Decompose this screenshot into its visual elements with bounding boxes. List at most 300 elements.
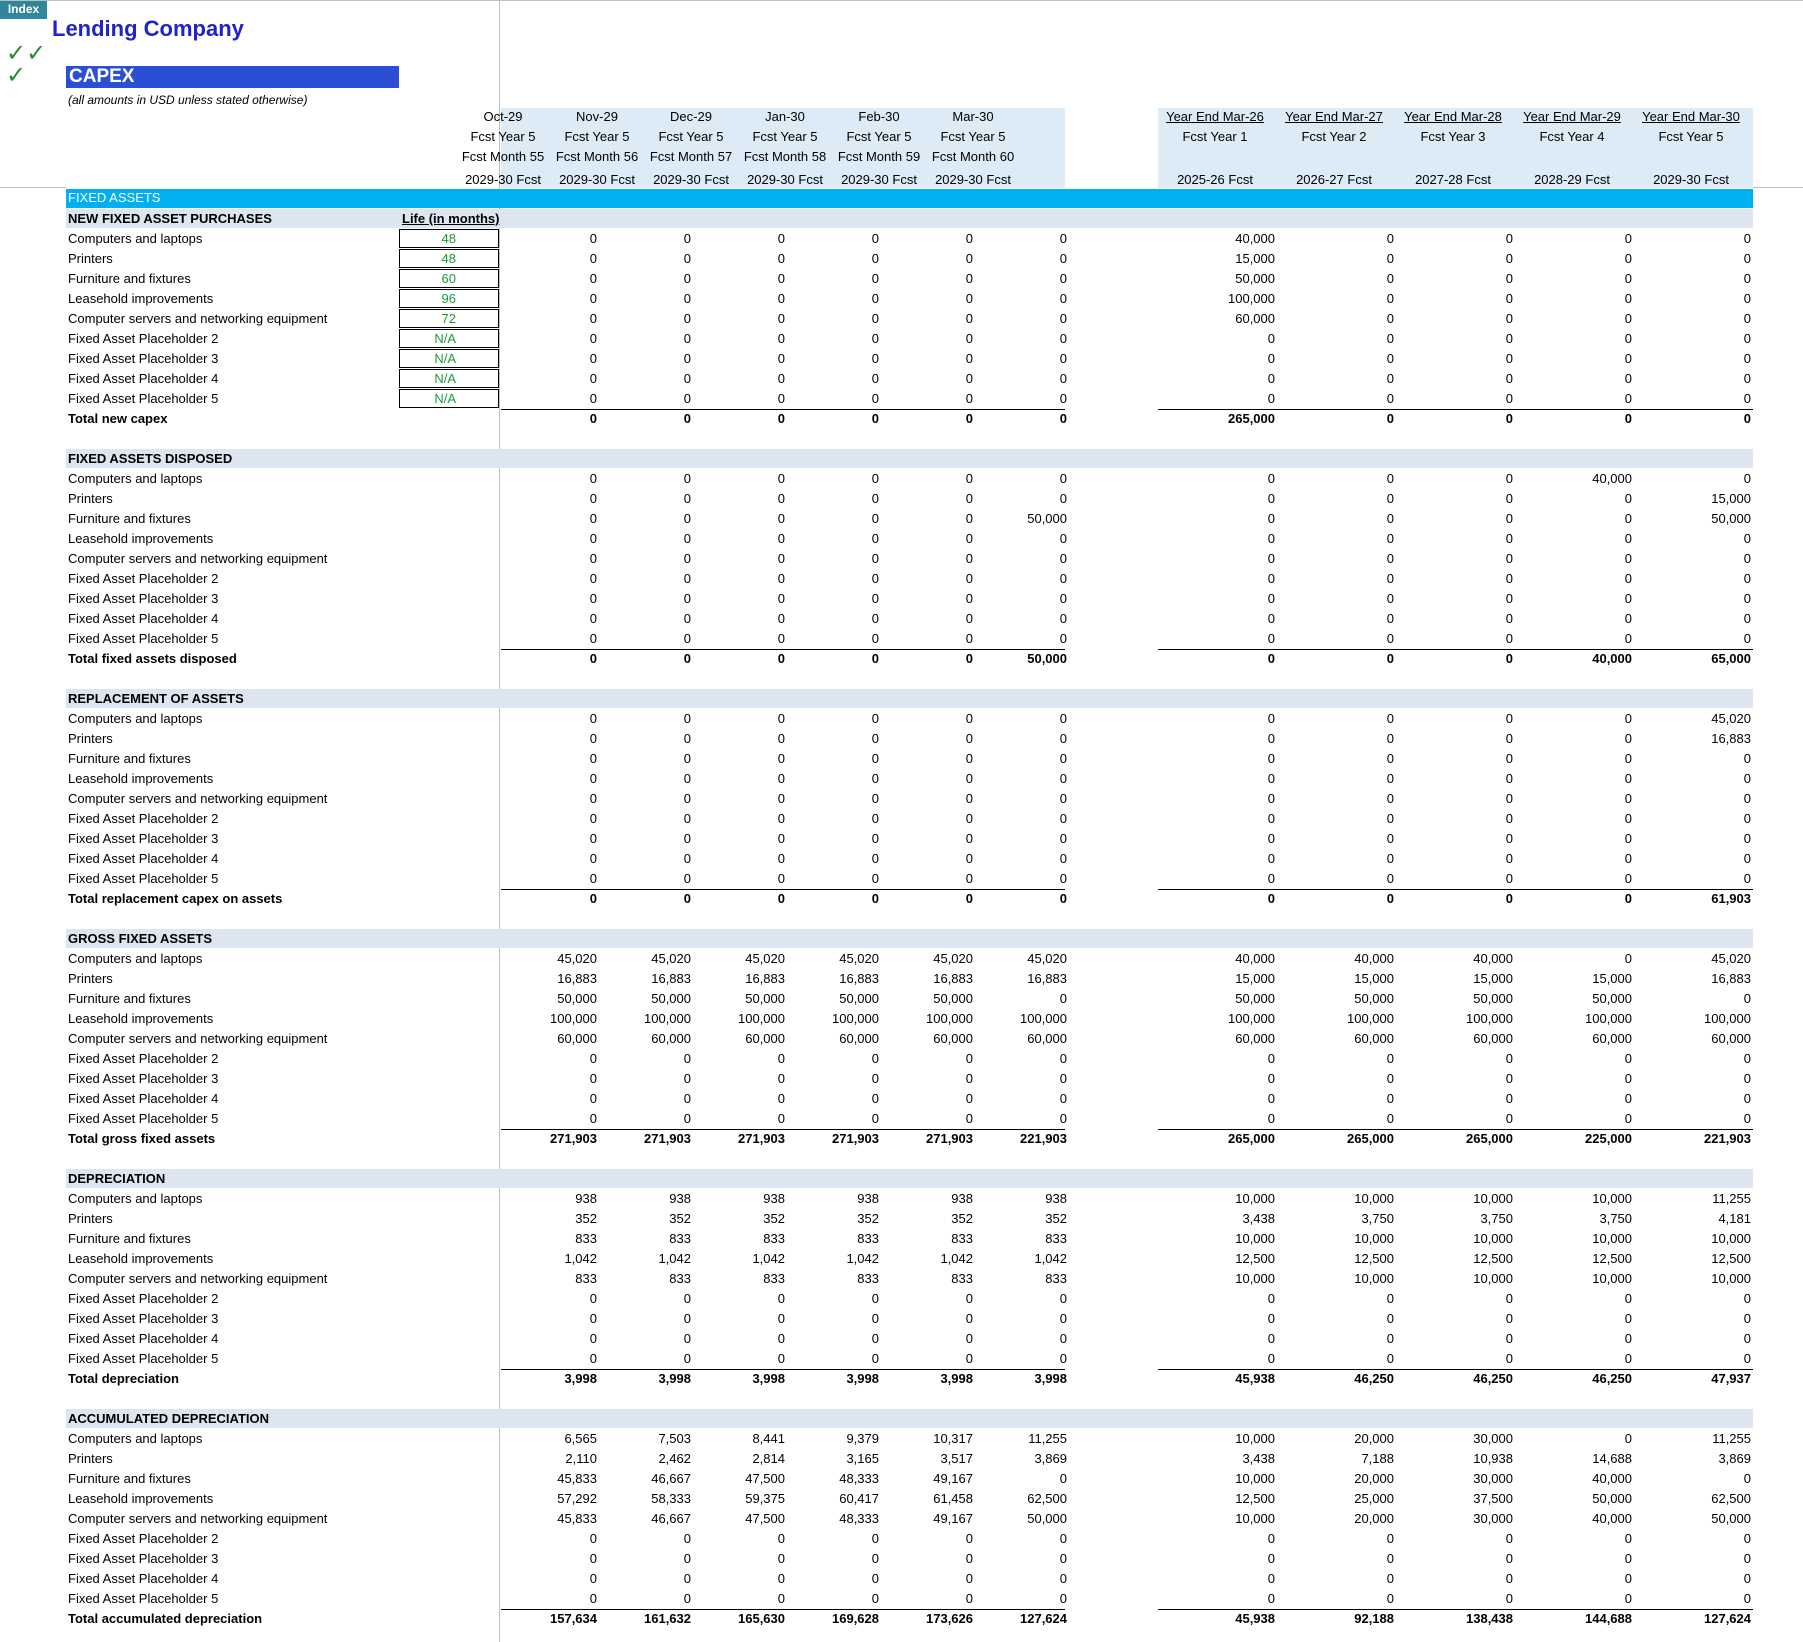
cell-value: 40,000 — [1235, 951, 1275, 966]
cell-value: 0 — [1059, 371, 1067, 386]
cell-value: 59,375 — [745, 1491, 785, 1506]
cell-value: 10,000 — [1354, 1191, 1394, 1206]
cell-value: 0 — [871, 1111, 879, 1126]
cell-value: 0 — [683, 571, 691, 586]
total-value: 0 — [871, 651, 879, 666]
cell-value: 0 — [1059, 1351, 1067, 1366]
cell-value: 0 — [965, 551, 973, 566]
cell-value: 833 — [857, 1271, 879, 1286]
cell-value: 0 — [965, 1071, 973, 1086]
cell-value: 0 — [965, 491, 973, 506]
header-fm: Fcst Month 55 — [461, 149, 545, 164]
header-fcst-year: Fcst Year 4 — [1539, 129, 1605, 144]
cell-value: 0 — [1267, 831, 1275, 846]
cell-value: 0 — [777, 271, 785, 286]
life-input[interactable]: 60 — [399, 269, 499, 288]
cell-value: 0 — [1505, 351, 1513, 366]
cell-value: 0 — [1059, 351, 1067, 366]
cell-value: 938 — [763, 1191, 785, 1206]
cell-value: 0 — [777, 371, 785, 386]
cell-value: 0 — [1059, 1331, 1067, 1346]
cell-value: 0 — [1059, 811, 1067, 826]
total-value: 265,000 — [1466, 1131, 1513, 1146]
section-title: NEW FIXED ASSET PURCHASES — [68, 211, 272, 226]
cell-value: 100,000 — [926, 1011, 973, 1026]
cell-value: 0 — [1624, 351, 1632, 366]
cell-value: 0 — [1059, 851, 1067, 866]
total-value: 0 — [1386, 891, 1394, 906]
cell-value: 50,000 — [1711, 1511, 1751, 1526]
cell-value: 0 — [1505, 611, 1513, 626]
total-value: 0 — [683, 891, 691, 906]
cell-value: 0 — [965, 511, 973, 526]
cell-value: 0 — [683, 591, 691, 606]
cell-value: 12,500 — [1235, 1491, 1275, 1506]
row-label: Printers — [68, 251, 113, 266]
cell-value: 0 — [777, 591, 785, 606]
cell-value: 0 — [1743, 531, 1751, 546]
cell-value: 0 — [871, 631, 879, 646]
cell-value: 0 — [871, 231, 879, 246]
cell-value: 0 — [1505, 1091, 1513, 1106]
total-value: 0 — [683, 411, 691, 426]
cell-value: 0 — [589, 751, 597, 766]
cell-value: 47,500 — [745, 1471, 785, 1486]
cell-value: 0 — [1267, 731, 1275, 746]
cell-value: 0 — [965, 1311, 973, 1326]
cell-value: 0 — [589, 271, 597, 286]
cell-value: 0 — [683, 491, 691, 506]
row-label: Printers — [68, 1211, 113, 1226]
cell-value: 50,000 — [1473, 991, 1513, 1006]
cell-value: 833 — [575, 1231, 597, 1246]
cell-value: 57,292 — [557, 1491, 597, 1506]
total-value: 265,000 — [1228, 411, 1275, 426]
cell-value: 48,333 — [839, 1511, 879, 1526]
cell-value: 0 — [1386, 611, 1394, 626]
cell-value: 0 — [871, 611, 879, 626]
cell-value: 3,517 — [940, 1451, 973, 1466]
cell-value: 0 — [1624, 631, 1632, 646]
cell-value: 0 — [871, 311, 879, 326]
cell-value: 10,000 — [1235, 1511, 1275, 1526]
cell-value: 0 — [589, 731, 597, 746]
total-value: 46,250 — [1354, 1371, 1394, 1386]
cell-value: 30,000 — [1473, 1431, 1513, 1446]
row-label: Leasehold improvements — [68, 1491, 214, 1506]
cell-value: 0 — [777, 851, 785, 866]
cell-value: 0 — [965, 1551, 973, 1566]
cell-value: 0 — [1267, 1571, 1275, 1586]
row-label: Fixed Asset Placeholder 2 — [68, 1531, 219, 1546]
cell-value: 0 — [965, 791, 973, 806]
cell-value: 0 — [965, 1571, 973, 1586]
cell-value: 0 — [1386, 391, 1394, 406]
cell-value: 0 — [589, 871, 597, 886]
cell-value: 0 — [1059, 311, 1067, 326]
cell-value: 0 — [589, 771, 597, 786]
life-input[interactable]: 72 — [399, 309, 499, 328]
header-year: Fcst Year 5 — [752, 129, 818, 144]
cell-value: 0 — [1386, 531, 1394, 546]
row-label: Furniture and fixtures — [68, 751, 191, 766]
subtitle: (all amounts in USD unless stated otherwise) — [68, 93, 308, 107]
cell-value: 47,500 — [745, 1511, 785, 1526]
life-input[interactable]: 48 — [399, 249, 499, 268]
cell-value: 0 — [589, 811, 597, 826]
cell-value: 0 — [1386, 1571, 1394, 1586]
cell-value: 0 — [1386, 291, 1394, 306]
cell-value: 0 — [683, 391, 691, 406]
cell-value: 0 — [1743, 1091, 1751, 1106]
cell-value: 0 — [683, 851, 691, 866]
cell-value: 0 — [1743, 291, 1751, 306]
cell-value: 10,000 — [1711, 1231, 1751, 1246]
cell-value: 0 — [1505, 871, 1513, 886]
cell-value: 10,000 — [1592, 1231, 1632, 1246]
cell-value: 0 — [1624, 1091, 1632, 1106]
cell-value: 0 — [1059, 731, 1067, 746]
index-button[interactable]: Index — [0, 0, 47, 19]
header-month: Oct-29 — [483, 109, 523, 124]
total-value: 0 — [589, 891, 597, 906]
header-month: Feb-30 — [858, 109, 900, 124]
cell-value: 0 — [1505, 551, 1513, 566]
total-value: 265,000 — [1347, 1131, 1394, 1146]
cell-value: 0 — [1059, 571, 1067, 586]
total-value: 271,903 — [550, 1131, 597, 1146]
cell-value: 0 — [1059, 531, 1067, 546]
cell-value: 0 — [1505, 1111, 1513, 1126]
row-label: Furniture and fixtures — [68, 1231, 191, 1246]
total-value: 0 — [777, 891, 785, 906]
row-label: Leasehold improvements — [68, 1251, 214, 1266]
cell-value: 0 — [1267, 811, 1275, 826]
cell-value: 0 — [589, 491, 597, 506]
cell-value: 0 — [1059, 591, 1067, 606]
cell-value: 0 — [1386, 511, 1394, 526]
cell-value: 0 — [1267, 851, 1275, 866]
cell-value: 100,000 — [1704, 1011, 1751, 1026]
total-value: 0 — [1267, 891, 1275, 906]
cell-value: 0 — [1267, 571, 1275, 586]
cell-value: 0 — [1505, 1331, 1513, 1346]
row-label: Computers and laptops — [68, 471, 203, 486]
cell-value: 0 — [683, 1591, 691, 1606]
cell-value: 0 — [1743, 791, 1751, 806]
total-value: 3,998 — [752, 1371, 785, 1386]
total-label: Total new capex — [68, 411, 168, 426]
cell-value: 1,042 — [658, 1251, 691, 1266]
cell-value: 0 — [589, 471, 597, 486]
cell-value: 0 — [1386, 631, 1394, 646]
cell-value: 0 — [871, 1311, 879, 1326]
cell-value: 60,000 — [1027, 1031, 1067, 1046]
cell-value: 0 — [1386, 1331, 1394, 1346]
cell-value: 0 — [871, 551, 879, 566]
cell-value: 12,500 — [1473, 1251, 1513, 1266]
cell-value: 0 — [1386, 311, 1394, 326]
total-value: 40,000 — [1592, 651, 1632, 666]
cell-value: 0 — [683, 1071, 691, 1086]
cell-value: 10,317 — [933, 1431, 973, 1446]
cell-value: 0 — [589, 1331, 597, 1346]
cell-value: 833 — [1045, 1271, 1067, 1286]
column-divider — [499, 0, 500, 1642]
cell-value: 45,833 — [557, 1511, 597, 1526]
cell-value: 0 — [1059, 1071, 1067, 1086]
header-year-end: Year End Mar-28 — [1404, 109, 1502, 124]
cell-value: 0 — [1624, 371, 1632, 386]
life-input[interactable]: N/A — [399, 369, 499, 388]
cell-value: 0 — [871, 371, 879, 386]
row-label: Fixed Asset Placeholder 2 — [68, 1291, 219, 1306]
cell-value: 0 — [871, 391, 879, 406]
row-label: Computer servers and networking equipment — [68, 1271, 328, 1286]
cell-value: 50,000 — [933, 991, 973, 1006]
cell-value: 0 — [1743, 1531, 1751, 1546]
cell-value: 0 — [589, 1531, 597, 1546]
header-year: Fcst Year 5 — [658, 129, 724, 144]
cell-value: 0 — [1505, 251, 1513, 266]
cell-value: 0 — [1743, 1311, 1751, 1326]
cell-value: 0 — [1624, 291, 1632, 306]
cell-value: 0 — [589, 711, 597, 726]
cell-value: 0 — [1743, 1051, 1751, 1066]
cell-value: 0 — [871, 531, 879, 546]
row-label: Computers and laptops — [68, 1431, 203, 1446]
cell-value: 352 — [669, 1211, 691, 1226]
cell-value: 0 — [1059, 1591, 1067, 1606]
sheet-title: CAPEX — [66, 66, 399, 88]
row-label: Printers — [68, 971, 113, 986]
cell-value: 0 — [1505, 1591, 1513, 1606]
cell-value: 0 — [683, 291, 691, 306]
cell-value: 0 — [871, 591, 879, 606]
cell-value: 0 — [965, 391, 973, 406]
cell-value: 0 — [1386, 1291, 1394, 1306]
total-value: 3,998 — [846, 1371, 879, 1386]
row-label: Computers and laptops — [68, 231, 203, 246]
cell-value: 0 — [1743, 1471, 1751, 1486]
header-year-end: Year End Mar-26 — [1166, 109, 1264, 124]
cell-value: 0 — [589, 791, 597, 806]
cell-value: 25,000 — [1354, 1491, 1394, 1506]
fixed-assets-title: FIXED ASSETS — [68, 190, 161, 205]
cell-value: 0 — [683, 331, 691, 346]
cell-value: 1,042 — [752, 1251, 785, 1266]
row-label: Fixed Asset Placeholder 5 — [68, 871, 219, 886]
cell-value: 0 — [1386, 1071, 1394, 1086]
cell-value: 15,000 — [1354, 971, 1394, 986]
cell-value: 0 — [965, 751, 973, 766]
cell-value: 0 — [589, 1571, 597, 1586]
header-fy: 2029-30 Fcst — [935, 172, 1011, 187]
cell-value: 0 — [1267, 1591, 1275, 1606]
cell-value: 0 — [1059, 831, 1067, 846]
row-label: Fixed Asset Placeholder 3 — [68, 1311, 219, 1326]
life-input[interactable]: N/A — [399, 349, 499, 368]
cell-value: 0 — [1624, 811, 1632, 826]
cell-value: 0 — [871, 471, 879, 486]
total-value: 0 — [777, 411, 785, 426]
cell-value: 0 — [1267, 531, 1275, 546]
cell-value: 0 — [965, 1111, 973, 1126]
cell-value: 0 — [683, 311, 691, 326]
total-value: 271,903 — [832, 1131, 879, 1146]
cell-value: 0 — [1624, 511, 1632, 526]
cell-value: 0 — [777, 631, 785, 646]
fixed-assets-band — [66, 189, 1753, 208]
cell-value: 100,000 — [550, 1011, 597, 1026]
total-value: 0 — [1267, 651, 1275, 666]
cell-value: 49,167 — [933, 1471, 973, 1486]
cell-value: 0 — [1267, 1331, 1275, 1346]
cell-value: 0 — [1059, 1531, 1067, 1546]
cell-value: 0 — [777, 831, 785, 846]
total-value: 138,438 — [1466, 1611, 1513, 1626]
cell-value: 938 — [669, 1191, 691, 1206]
total-value: 47,937 — [1711, 1371, 1751, 1386]
cell-value: 0 — [965, 631, 973, 646]
cell-value: 12,500 — [1711, 1251, 1751, 1266]
cell-value: 0 — [777, 731, 785, 746]
cell-value: 0 — [683, 351, 691, 366]
cell-value: 0 — [1624, 1331, 1632, 1346]
total-value: 3,998 — [658, 1371, 691, 1386]
cell-value: 4,181 — [1718, 1211, 1751, 1226]
cell-value: 352 — [951, 1211, 973, 1226]
cell-value: 0 — [1386, 1591, 1394, 1606]
cell-value: 0 — [1624, 531, 1632, 546]
cell-value: 60,000 — [745, 1031, 785, 1046]
cell-value: 0 — [965, 331, 973, 346]
cell-value: 60,000 — [839, 1031, 879, 1046]
life-input[interactable]: N/A — [399, 389, 499, 408]
cell-value: 10,938 — [1473, 1451, 1513, 1466]
cell-value: 0 — [1505, 371, 1513, 386]
row-label: Fixed Asset Placeholder 5 — [68, 1111, 219, 1126]
cell-value: 0 — [1267, 1111, 1275, 1126]
check-icon: ✓ — [6, 62, 27, 89]
cell-value: 0 — [871, 1091, 879, 1106]
cell-value: 0 — [777, 1531, 785, 1546]
row-label: Furniture and fixtures — [68, 1471, 191, 1486]
cell-value: 0 — [1505, 271, 1513, 286]
cell-value: 0 — [683, 1091, 691, 1106]
cell-value: 0 — [1624, 1291, 1632, 1306]
total-label: Total accumulated depreciation — [68, 1611, 263, 1626]
cell-value: 0 — [683, 631, 691, 646]
cell-value: 0 — [1059, 991, 1067, 1006]
cell-value: 0 — [871, 1331, 879, 1346]
cell-value: 0 — [589, 1591, 597, 1606]
cell-value: 0 — [683, 511, 691, 526]
cell-value: 0 — [1267, 1531, 1275, 1546]
row-label: Printers — [68, 1451, 113, 1466]
cell-value: 0 — [871, 711, 879, 726]
cell-value: 45,020 — [1711, 711, 1751, 726]
life-input[interactable]: 48 — [399, 229, 499, 248]
total-value: 0 — [777, 651, 785, 666]
cell-value: 0 — [1743, 811, 1751, 826]
header-fy: 2029-30 Fcst — [841, 172, 917, 187]
cell-value: 0 — [1624, 851, 1632, 866]
cell-value: 0 — [1624, 231, 1632, 246]
cell-value: 10,000 — [1711, 1271, 1751, 1286]
cell-value: 0 — [589, 251, 597, 266]
cell-value: 0 — [1059, 1111, 1067, 1126]
header-fm: Fcst Month 57 — [649, 149, 733, 164]
total-value: 271,903 — [738, 1131, 785, 1146]
cell-value: 60,000 — [1592, 1031, 1632, 1046]
cell-value: 0 — [965, 231, 973, 246]
cell-value: 0 — [777, 871, 785, 886]
row-label: Fixed Asset Placeholder 5 — [68, 1351, 219, 1366]
total-value: 271,903 — [644, 1131, 691, 1146]
cell-value: 0 — [1743, 631, 1751, 646]
cell-value: 0 — [589, 311, 597, 326]
cell-value: 0 — [1505, 391, 1513, 406]
cell-value: 0 — [1267, 491, 1275, 506]
cell-value: 0 — [871, 251, 879, 266]
section-band — [66, 449, 1753, 468]
cell-value: 0 — [871, 771, 879, 786]
header-year-end: Year End Mar-29 — [1523, 109, 1621, 124]
cell-value: 0 — [589, 331, 597, 346]
total-value: 0 — [589, 411, 597, 426]
cell-value: 10,000 — [1473, 1191, 1513, 1206]
cell-value: 833 — [857, 1231, 879, 1246]
total-value: 0 — [1743, 411, 1751, 426]
cell-value: 0 — [1505, 571, 1513, 586]
cell-value: 6,565 — [564, 1431, 597, 1446]
cell-value: 3,869 — [1718, 1451, 1751, 1466]
cell-value: 352 — [575, 1211, 597, 1226]
cell-value: 0 — [965, 531, 973, 546]
cell-value: 46,667 — [651, 1511, 691, 1526]
cell-value: 45,020 — [1711, 951, 1751, 966]
cell-value: 0 — [1386, 371, 1394, 386]
cell-value: 0 — [1743, 1111, 1751, 1126]
cell-value: 0 — [1743, 371, 1751, 386]
section-band — [66, 1409, 1753, 1428]
cell-value: 0 — [1059, 491, 1067, 506]
row-label: Computer servers and networking equipment — [68, 1511, 328, 1526]
cell-value: 10,000 — [1235, 1231, 1275, 1246]
cell-value: 40,000 — [1473, 951, 1513, 966]
life-input[interactable]: 96 — [399, 289, 499, 308]
row-label: Furniture and fixtures — [68, 271, 191, 286]
life-input[interactable]: N/A — [399, 329, 499, 348]
cell-value: 0 — [683, 711, 691, 726]
total-value: 271,903 — [926, 1131, 973, 1146]
check-icon: ✓✓ — [6, 40, 47, 67]
section-title: ACCUMULATED DEPRECIATION — [68, 1411, 270, 1426]
cell-value: 0 — [589, 631, 597, 646]
header-year-end: Year End Mar-27 — [1285, 109, 1383, 124]
cell-value: 0 — [1743, 251, 1751, 266]
cell-value: 833 — [669, 1271, 691, 1286]
cell-value: 10,000 — [1235, 1471, 1275, 1486]
cell-value: 0 — [1386, 1351, 1394, 1366]
cell-value: 0 — [589, 1091, 597, 1106]
header-fm: Fcst Month 60 — [931, 149, 1015, 164]
header-fy: 2029-30 Fcst — [559, 172, 635, 187]
total-value: 173,626 — [926, 1611, 973, 1626]
total-value: 165,630 — [738, 1611, 785, 1626]
row-label: Computer servers and networking equipment — [68, 791, 328, 806]
